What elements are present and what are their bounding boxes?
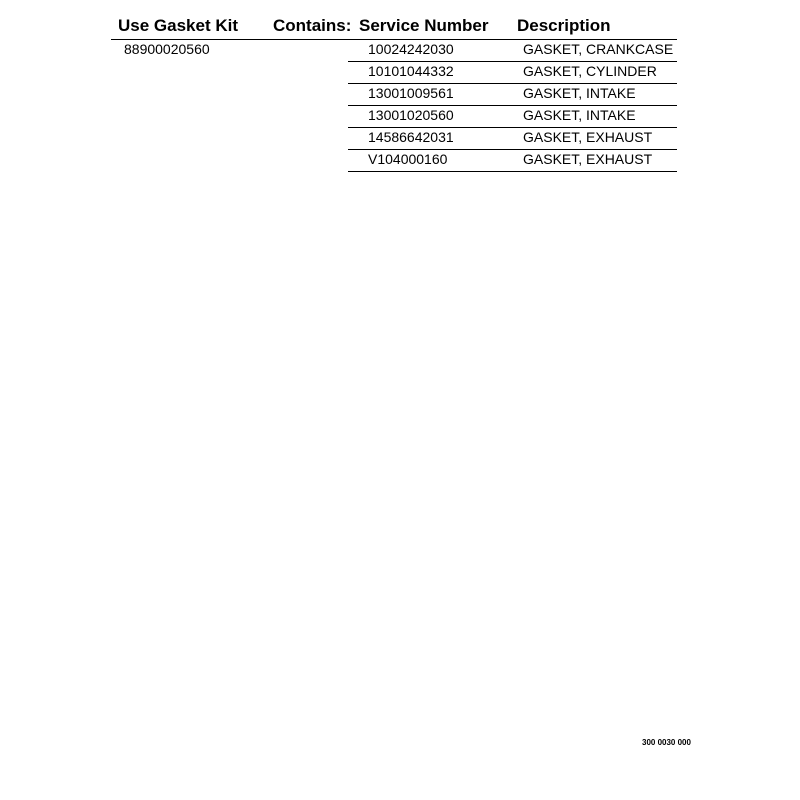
description-cell: GASKET, INTAKE — [523, 85, 636, 101]
service-number-cell: 13001009561 — [368, 85, 454, 101]
header-description: Description — [517, 16, 611, 35]
header-service-number: Service Number — [359, 16, 489, 35]
description-cell: GASKET, CYLINDER — [523, 63, 657, 79]
document-code: 300 0030 000 — [642, 738, 691, 747]
table-row — [348, 128, 677, 150]
table-row — [348, 62, 677, 84]
description-cell: GASKET, EXHAUST — [523, 151, 653, 167]
table-row — [348, 40, 677, 62]
service-number-cell: 10101044332 — [368, 63, 454, 79]
service-number-cell: 13001020560 — [368, 107, 454, 123]
service-number-cell: 10024242030 — [368, 41, 454, 57]
parts-list — [348, 40, 677, 172]
service-number-cell: 14586642031 — [368, 129, 454, 145]
header-contains: Contains: — [273, 16, 352, 35]
table-row — [348, 84, 677, 106]
table-row — [348, 150, 677, 172]
service-number-cell: V104000160 — [368, 151, 448, 167]
description-cell: GASKET, CRANKCASE — [523, 41, 674, 57]
description-cell: GASKET, INTAKE — [523, 107, 636, 123]
description-cell: GASKET, EXHAUST — [523, 129, 653, 145]
table-row — [348, 106, 677, 128]
header-use-gasket-kit: Use Gasket Kit — [118, 16, 238, 35]
kit-number: 88900020560 — [124, 41, 210, 57]
